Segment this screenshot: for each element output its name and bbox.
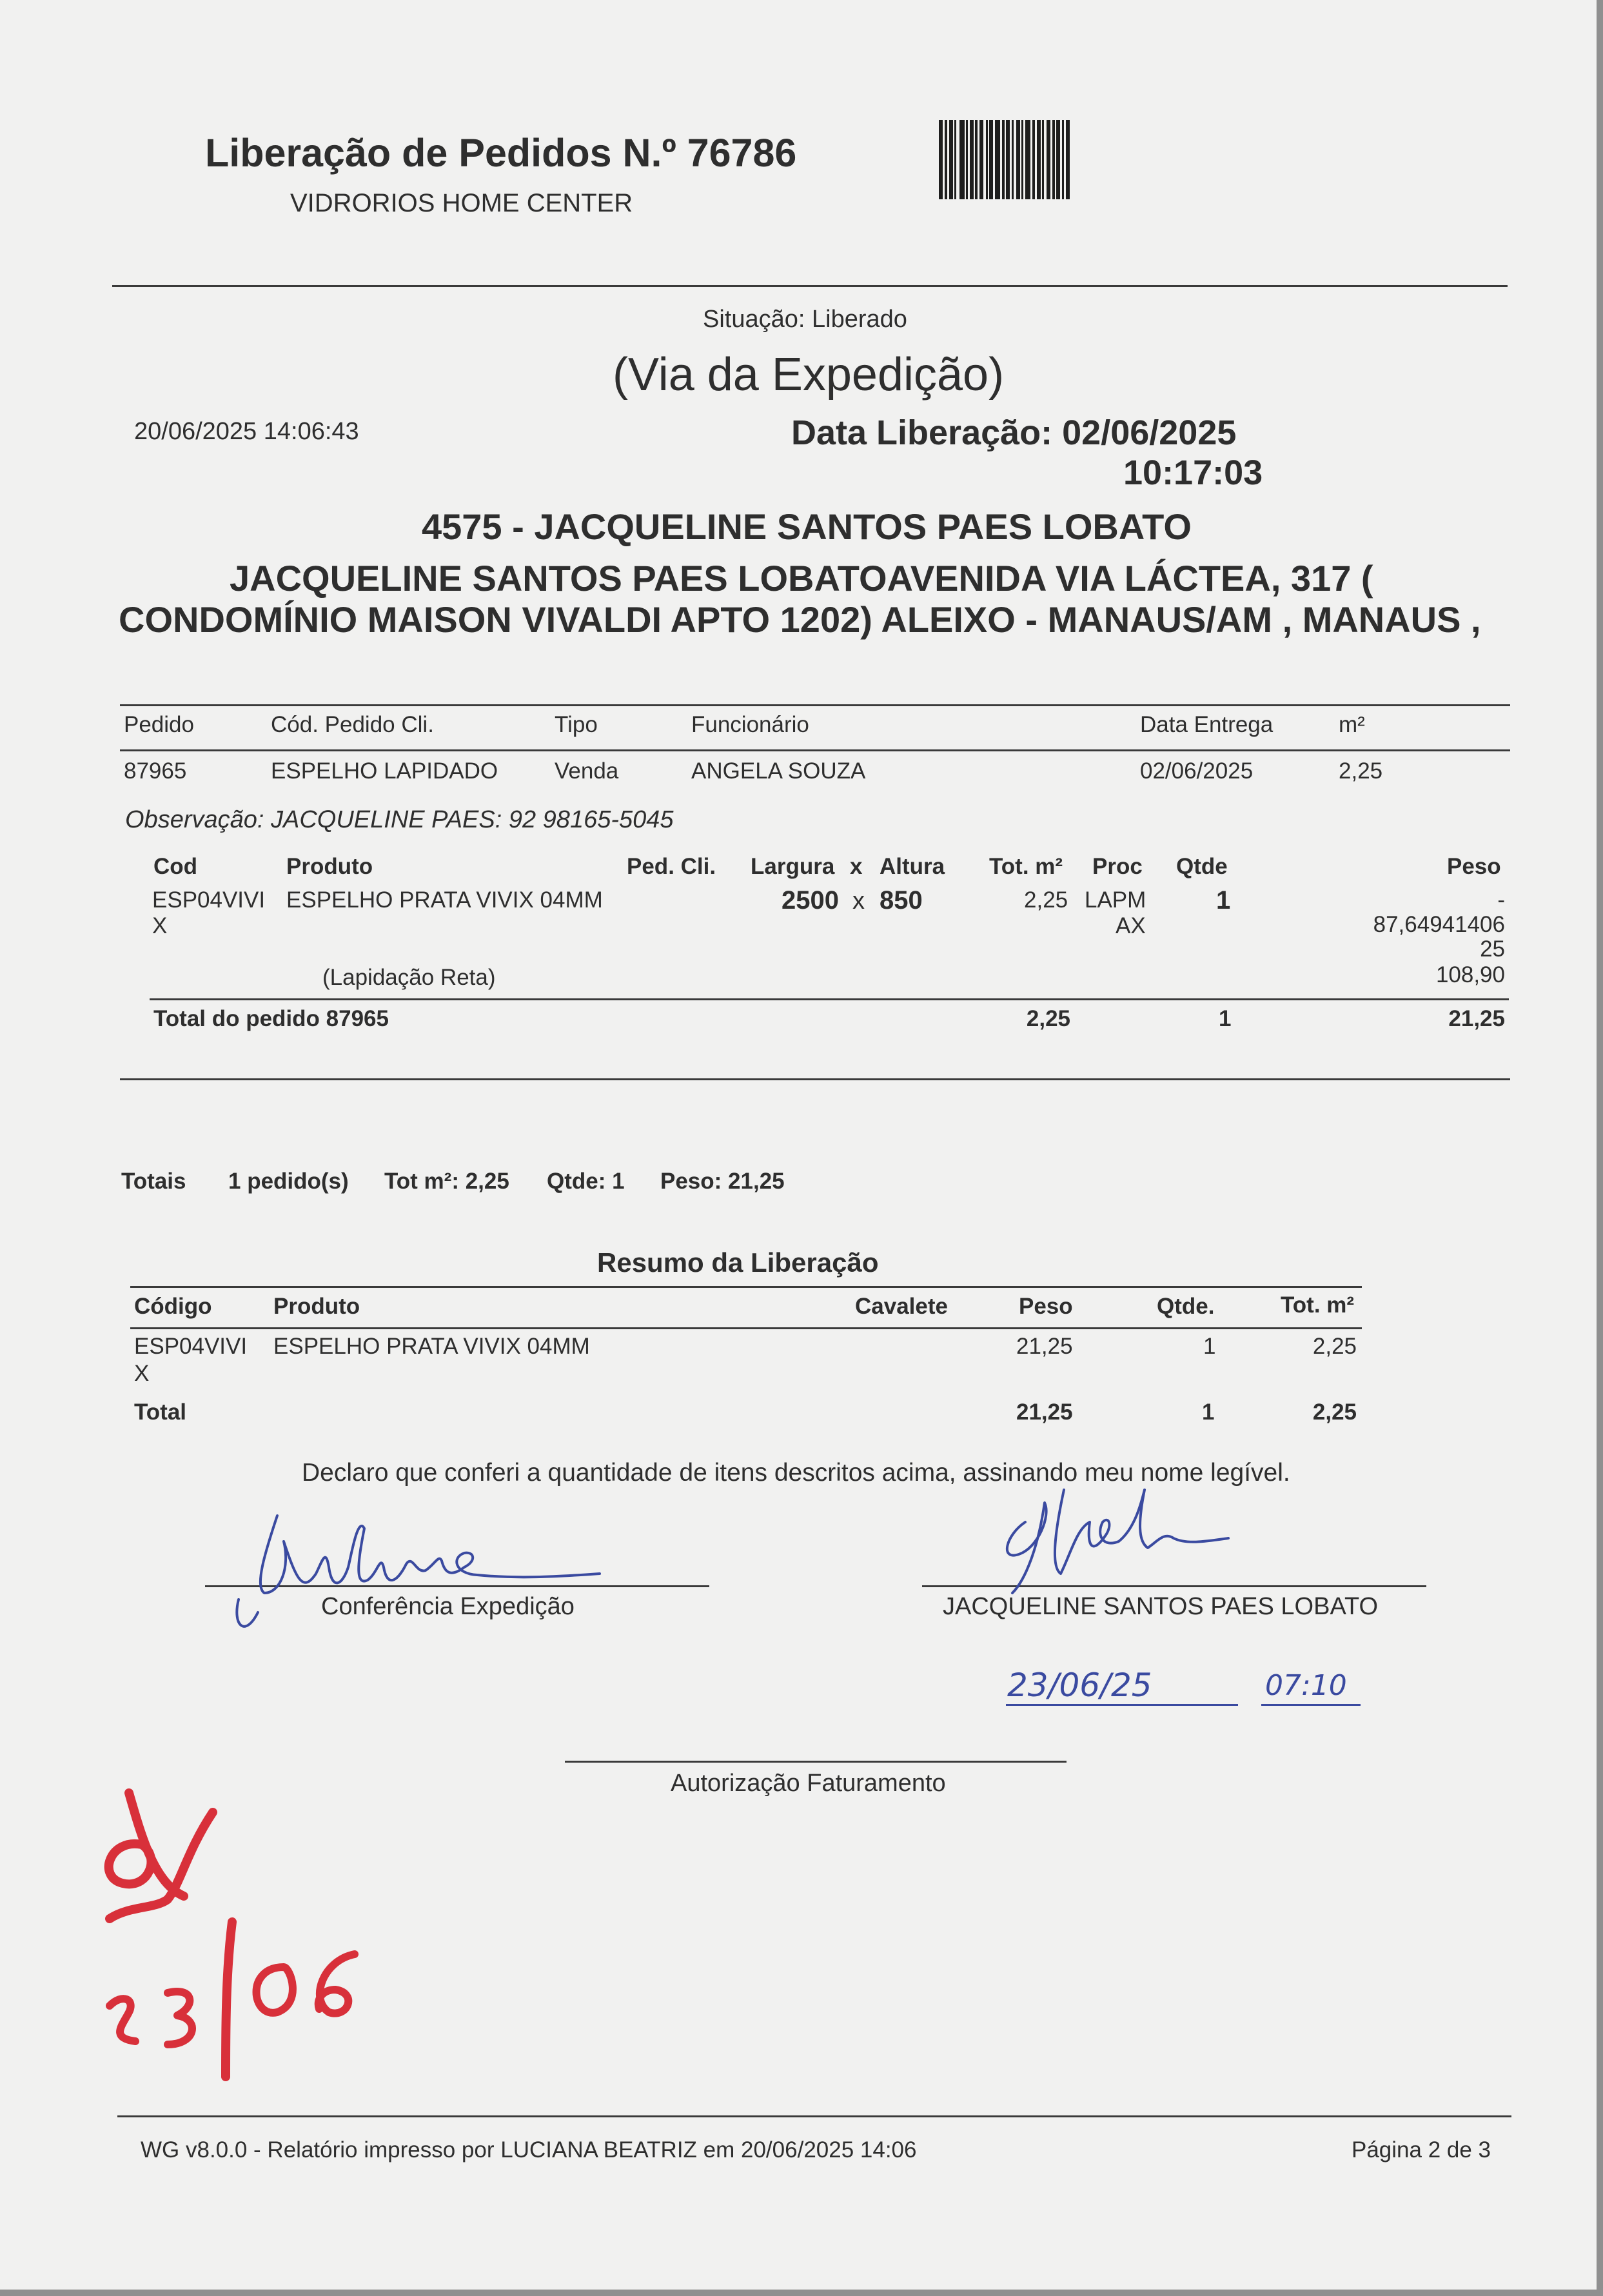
col-x: x (850, 854, 863, 879)
signature-right-handwritten (980, 1477, 1251, 1599)
footer-rule (117, 2115, 1511, 2117)
order-observation: Observação: JACQUELINE PAES: 92 98165-5045 (125, 806, 674, 833)
col-tipo: Tipo (555, 712, 598, 737)
col-pedido: Pedido (124, 712, 194, 737)
col-cod: Cod (153, 854, 198, 879)
items-end-rule (120, 1078, 1510, 1080)
cell-proc-line2: AX (1116, 913, 1146, 938)
summary-cell-codigo-line2: X (134, 1361, 150, 1386)
cell-peso-line1: - (1497, 887, 1505, 913)
cell-item-note: (Lapidação Reta) (322, 965, 496, 990)
customer-code-name: 4575 - JACQUELINE SANTOS PAES LOBATO (422, 506, 1192, 547)
summary-total-peso: 21,25 (1016, 1400, 1073, 1425)
cell-proc-line1: LAPM (1085, 887, 1146, 913)
total-order-label: Total do pedido 87965 (153, 1006, 389, 1031)
col-summary-peso: Peso (1019, 1294, 1073, 1319)
cell-data-entrega: 02/06/2025 (1140, 758, 1254, 784)
items-total-rule (150, 998, 1509, 1000)
signature-label-left: Conferência Expedição (321, 1593, 575, 1620)
totals-pedidos: 1 pedido(s) (228, 1169, 349, 1194)
copy-label: (Via da Expedição) (613, 349, 1005, 401)
cell-peso-line2: 87,64941406 (1373, 912, 1505, 937)
order-table-header-rule (120, 749, 1510, 751)
document-title: Liberação de Pedidos N.º 76786 (205, 131, 797, 175)
totals-m2: Tot m²: 2,25 (384, 1169, 509, 1194)
cell-funcionario: ANGELA SOUZA (691, 758, 866, 784)
signature-label-right: JACQUELINE SANTOS PAES LOBATO (943, 1593, 1379, 1620)
header-divider (112, 285, 1508, 287)
printed-datetime: 20/06/2025 14:06:43 (134, 418, 359, 445)
summary-header-rule (130, 1327, 1362, 1329)
col-qtde: Qtde (1176, 854, 1228, 879)
summary-total-tot-m2: 2,25 (1312, 1400, 1357, 1425)
handwritten-time: 07:10 (1265, 1669, 1347, 1702)
red-ok-stamp (71, 1786, 368, 2090)
handwritten-date-underline (1006, 1704, 1238, 1706)
col-ped-cli: Ped. Cli. (627, 854, 716, 879)
company-name: VIDRORIOS HOME CENTER (290, 189, 633, 217)
summary-cell-peso: 21,25 (1016, 1334, 1073, 1359)
release-time: 10:17:03 (1123, 453, 1263, 492)
total-order-peso: 21,25 (1448, 1006, 1505, 1031)
cell-pedido: 87965 (124, 758, 187, 784)
customer-address-line1: JACQUELINE SANTOS PAES LOBATOAVENIDA VIA LÁCTEA, 317 ( (230, 558, 1373, 599)
col-produto: Produto (286, 854, 373, 879)
billing-signature-line (565, 1761, 1067, 1763)
total-order-qtde: 1 (1219, 1006, 1232, 1031)
col-summary-qtde: Qtde. (1157, 1294, 1215, 1319)
signature-left-handwritten (219, 1503, 619, 1638)
cell-m2: 2,25 (1339, 758, 1383, 784)
cell-cod-line2: X (152, 913, 168, 938)
summary-title: Resumo da Liberação (597, 1247, 879, 1278)
billing-label: Autorização Faturamento (671, 1770, 946, 1797)
totals-label: Totais (121, 1169, 186, 1194)
col-altura: Altura (880, 854, 945, 879)
cell-cod-line1: ESP04VIVI (152, 887, 266, 913)
summary-cell-tot-m2: 2,25 (1312, 1334, 1357, 1359)
customer-address-line2: CONDOMÍNIO MAISON VIVALDI APTO 1202) ALEIXO - MANAUS/AM , MANAUS , (119, 599, 1481, 640)
col-largura: Largura (751, 854, 835, 879)
col-tot-m2: Tot. m² (989, 854, 1063, 879)
cell-peso-line4: 108,90 (1435, 962, 1505, 987)
totals-peso: Peso: 21,25 (660, 1169, 785, 1194)
barcode (939, 120, 1186, 199)
col-codigo: Código (134, 1294, 212, 1319)
col-cavalete: Cavalete (855, 1294, 948, 1319)
summary-total-label: Total (134, 1400, 187, 1425)
summary-cell-codigo-line1: ESP04VIVI (134, 1334, 248, 1359)
totals-qtde: Qtde: 1 (547, 1169, 625, 1194)
declaration-text: Declaro que conferi a quantidade de itens descritos acima, assinando meu nome legível. (302, 1459, 1290, 1487)
cell-cod-pedido-cli: ESPELHO LAPIDADO (271, 758, 498, 784)
total-order-m2: 2,25 (1026, 1006, 1070, 1031)
col-proc: Proc (1092, 854, 1143, 879)
cell-altura: 850 (880, 886, 923, 915)
cell-tot-m2: 2,25 (1024, 887, 1068, 913)
summary-top-rule (130, 1286, 1362, 1288)
summary-cell-qtde: 1 (1203, 1334, 1216, 1359)
cell-tipo: Venda (555, 758, 619, 784)
order-table-top-rule (120, 704, 1510, 706)
footer-page-number: Página 2 de 3 (1352, 2137, 1491, 2162)
col-cod-pedido-cli: Cód. Pedido Cli. (271, 712, 434, 737)
cell-qtde: 1 (1216, 886, 1231, 915)
col-funcionario: Funcionário (691, 712, 809, 737)
col-summary-tot-m2: Tot. m² (1281, 1292, 1355, 1318)
cell-peso-line3: 25 (1480, 936, 1505, 962)
handwritten-date: 23/06/25 (1007, 1667, 1152, 1704)
handwritten-time-underline (1261, 1704, 1361, 1706)
summary-total-qtde: 1 (1202, 1400, 1215, 1425)
col-summary-produto: Produto (273, 1294, 360, 1319)
release-date: Data Liberação: 02/06/2025 (791, 413, 1237, 452)
cell-produto: ESPELHO PRATA VIVIX 04MM (286, 887, 603, 913)
summary-cell-produto: ESPELHO PRATA VIVIX 04MM (273, 1334, 590, 1359)
cell-x: x (852, 887, 865, 915)
footer-printed-by: WG v8.0.0 - Relatório impresso por LUCIANA BEATRIZ em 20/06/2025 14:06 (141, 2137, 917, 2162)
situation-status: Situação: Liberado (703, 306, 907, 333)
col-data-entrega: Data Entrega (1140, 712, 1274, 737)
cell-largura: 2500 (782, 886, 839, 915)
col-m2: m² (1339, 712, 1365, 737)
col-peso: Peso (1447, 854, 1501, 879)
